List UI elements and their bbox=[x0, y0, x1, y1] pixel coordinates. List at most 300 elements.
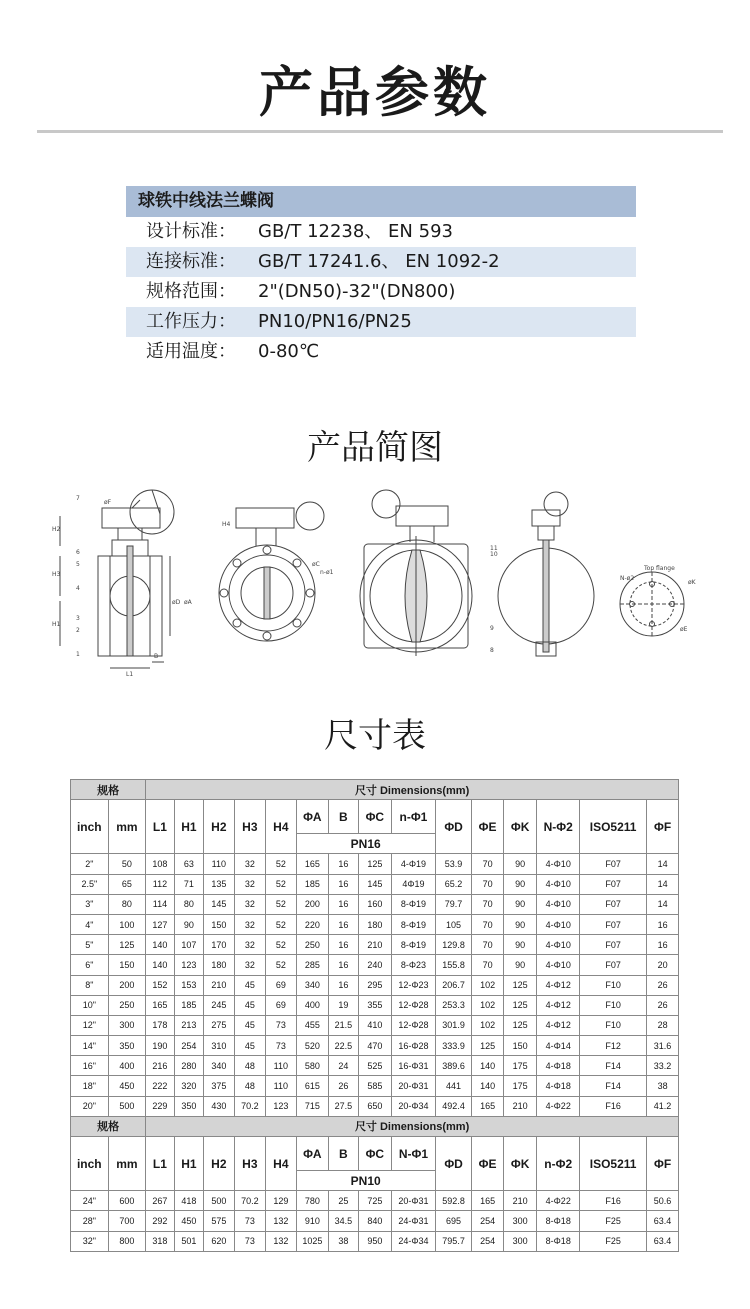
table-row bbox=[71, 935, 679, 955]
table-cell: 125 bbox=[108, 935, 146, 955]
side-section-drawing bbox=[60, 490, 174, 668]
table-cell: 229 bbox=[146, 1096, 174, 1116]
table-cell: 12-Φ28 bbox=[392, 995, 436, 1015]
table-cell: 108 bbox=[146, 854, 174, 874]
table-cell: 26 bbox=[647, 995, 679, 1015]
table-cell: 153 bbox=[174, 975, 203, 995]
table-cell: 45 bbox=[234, 1015, 266, 1035]
table-row bbox=[71, 1096, 679, 1116]
table-cell: 165 bbox=[472, 1191, 504, 1211]
table-cell: 400 bbox=[296, 995, 329, 1015]
table-cell: 4-Φ10 bbox=[537, 854, 580, 874]
table-cell: 63 bbox=[174, 854, 203, 874]
page-title: 产品参数 bbox=[259, 61, 491, 124]
spec-row bbox=[126, 307, 636, 337]
table-cell: 90 bbox=[503, 894, 537, 914]
table-cell: 102 bbox=[472, 995, 504, 1015]
table-cell: 254 bbox=[174, 1036, 203, 1056]
table-cell: 45 bbox=[234, 995, 266, 1015]
spec-group-header: 规格 bbox=[71, 780, 146, 800]
spec-key: 规格范围： bbox=[146, 281, 236, 302]
table-cell: 69 bbox=[266, 995, 296, 1015]
table-cell: 295 bbox=[358, 975, 392, 995]
column-header: inch bbox=[71, 1137, 109, 1191]
table-cell: 16 bbox=[647, 935, 679, 955]
table-cell: 18" bbox=[71, 1076, 109, 1096]
table-cell: 150 bbox=[503, 1036, 537, 1056]
spec-panel bbox=[126, 186, 636, 367]
table-cell: 52 bbox=[266, 955, 296, 975]
table-cell: F14 bbox=[580, 1076, 647, 1096]
table-row bbox=[71, 1015, 679, 1035]
table-cell: 70 bbox=[472, 854, 504, 874]
table-cell: 20-Φ34 bbox=[392, 1096, 436, 1116]
label-b: B bbox=[154, 653, 159, 660]
table-cell: F07 bbox=[580, 955, 647, 975]
label-phif: øF bbox=[104, 499, 112, 506]
column-header: H3 bbox=[234, 1137, 266, 1191]
table-cell: 16 bbox=[647, 914, 679, 934]
table-cell: 254 bbox=[472, 1211, 504, 1231]
table-cell: 6" bbox=[71, 955, 109, 975]
table-cell: 26 bbox=[329, 1076, 358, 1096]
column-header: H3 bbox=[234, 800, 266, 854]
table-cell: 206.7 bbox=[435, 975, 472, 995]
table-cell: F16 bbox=[580, 1191, 647, 1211]
table-cell: 25 bbox=[329, 1191, 358, 1211]
table-cell: 200 bbox=[296, 894, 329, 914]
spec-key: 设计标准： bbox=[146, 221, 236, 242]
table-cell: 180 bbox=[358, 914, 392, 934]
label-6: 6 bbox=[76, 549, 80, 556]
table-cell: 65 bbox=[108, 874, 146, 894]
table-row bbox=[71, 894, 679, 914]
label-h2: H2 bbox=[52, 526, 61, 533]
table-cell: 127 bbox=[146, 914, 174, 934]
table-cell: 70 bbox=[472, 955, 504, 975]
table-cell: 275 bbox=[204, 1015, 234, 1035]
table-cell: 520 bbox=[296, 1036, 329, 1056]
table-cell: 24-Φ34 bbox=[392, 1231, 436, 1251]
table-cell: 500 bbox=[108, 1096, 146, 1116]
table-cell: 48 bbox=[234, 1056, 266, 1076]
table-cell: 14 bbox=[647, 894, 679, 914]
table-cell: 140 bbox=[472, 1076, 504, 1096]
table-cell: 700 bbox=[108, 1211, 146, 1231]
table-cell: 8-Φ18 bbox=[537, 1211, 580, 1231]
table-cell: 110 bbox=[266, 1056, 296, 1076]
table-cell: 10" bbox=[71, 995, 109, 1015]
table-cell: 33.2 bbox=[647, 1056, 679, 1076]
table-cell: 73 bbox=[234, 1211, 266, 1231]
table-cell: 52 bbox=[266, 874, 296, 894]
table-cell: 24 bbox=[329, 1056, 358, 1076]
column-header: ΦA bbox=[296, 800, 329, 834]
table-cell: 4-Φ10 bbox=[537, 874, 580, 894]
table-cell: 492.4 bbox=[435, 1096, 472, 1116]
table-cell: 4-Φ22 bbox=[537, 1096, 580, 1116]
table-cell: 129.8 bbox=[435, 935, 472, 955]
table-cell: 300 bbox=[503, 1231, 537, 1251]
table-cell: 240 bbox=[358, 955, 392, 975]
table-cell: 950 bbox=[358, 1231, 392, 1251]
table-cell: 301.9 bbox=[435, 1015, 472, 1035]
label-11: 11 bbox=[490, 545, 498, 552]
table-cell: 16-Φ28 bbox=[392, 1036, 436, 1056]
table-cell: 145 bbox=[204, 894, 234, 914]
label-h3: H3 bbox=[52, 571, 61, 578]
table-cell: 280 bbox=[174, 1056, 203, 1076]
table-cell: F25 bbox=[580, 1211, 647, 1231]
table-cell: 4-Φ10 bbox=[537, 894, 580, 914]
table-cell: 292 bbox=[146, 1211, 174, 1231]
spec-key: 工作压力： bbox=[146, 311, 236, 332]
label-5: 5 bbox=[76, 561, 80, 568]
table-cell: 12" bbox=[71, 1015, 109, 1035]
table-cell: 222 bbox=[146, 1076, 174, 1096]
table-cell: 216 bbox=[146, 1056, 174, 1076]
table-cell: 389.6 bbox=[435, 1056, 472, 1076]
table-cell: 165 bbox=[296, 854, 329, 874]
table-cell: 4-Φ19 bbox=[392, 854, 436, 874]
table-cell: F25 bbox=[580, 1231, 647, 1251]
column-header: N-Φ1 bbox=[392, 1137, 436, 1171]
table-row bbox=[71, 1056, 679, 1076]
column-header: ΦD bbox=[435, 800, 472, 854]
table-cell: F14 bbox=[580, 1056, 647, 1076]
column-header: ΦF bbox=[647, 1137, 679, 1191]
table-cell: 150 bbox=[204, 914, 234, 934]
table-cell: 90 bbox=[503, 955, 537, 975]
label-2: 2 bbox=[76, 627, 80, 634]
column-header: n-Φ1 bbox=[392, 800, 436, 834]
table-cell: 300 bbox=[108, 1015, 146, 1035]
table-cell: 21.5 bbox=[329, 1015, 358, 1035]
table-cell: 31.6 bbox=[647, 1036, 679, 1056]
table-cell: 4-Φ22 bbox=[537, 1191, 580, 1211]
table-cell: 340 bbox=[296, 975, 329, 995]
table-cell: 210 bbox=[358, 935, 392, 955]
label-top-flange: Top flange bbox=[644, 565, 675, 572]
table-cell: 8-Φ18 bbox=[537, 1231, 580, 1251]
column-header: H4 bbox=[266, 1137, 296, 1191]
table-cell: 285 bbox=[296, 955, 329, 975]
table-header-row bbox=[71, 1137, 679, 1171]
table-cell: 16 bbox=[329, 935, 358, 955]
table-cell: 501 bbox=[174, 1231, 203, 1251]
table-cell: 70 bbox=[472, 914, 504, 934]
table-cell: 1025 bbox=[296, 1231, 329, 1251]
table-cell: 48 bbox=[234, 1076, 266, 1096]
label-phia: øA bbox=[184, 599, 192, 606]
table-cell: 125 bbox=[503, 995, 537, 1015]
large-front-drawing bbox=[360, 490, 472, 656]
table-cell: 80 bbox=[174, 894, 203, 914]
label-4: 4 bbox=[76, 585, 80, 592]
table-cell: 695 bbox=[435, 1211, 472, 1231]
front-flange-drawing bbox=[219, 502, 324, 641]
dimension-table bbox=[70, 779, 679, 1252]
column-header: H2 bbox=[204, 800, 234, 854]
table-cell: 107 bbox=[174, 935, 203, 955]
label-n-phi2: N-ø2 bbox=[620, 575, 635, 582]
table-cell: 38 bbox=[329, 1231, 358, 1251]
table-cell: F07 bbox=[580, 874, 647, 894]
column-header: B bbox=[329, 1137, 358, 1171]
table-cell: 150 bbox=[108, 955, 146, 975]
table-cell: 213 bbox=[174, 1015, 203, 1035]
spec-header: 球铁中线法兰蝶阀 bbox=[126, 186, 636, 217]
spec-row bbox=[126, 217, 636, 247]
table-cell: 8-Φ23 bbox=[392, 955, 436, 975]
table-cell: 250 bbox=[108, 995, 146, 1015]
table-cell: 210 bbox=[503, 1096, 537, 1116]
table-row bbox=[71, 1191, 679, 1211]
table-row bbox=[71, 1076, 679, 1096]
table-cell: 52 bbox=[266, 935, 296, 955]
spec-value: GB/T 12238、 EN 593 bbox=[258, 221, 453, 242]
table-cell: 41.2 bbox=[647, 1096, 679, 1116]
table-cell: 32 bbox=[234, 955, 266, 975]
table-row bbox=[71, 854, 679, 874]
table-cell: 580 bbox=[296, 1056, 329, 1076]
table-cell: 185 bbox=[296, 874, 329, 894]
column-header: ΦD bbox=[435, 1137, 472, 1191]
table-cell: 70 bbox=[472, 935, 504, 955]
table-cell: 100 bbox=[108, 914, 146, 934]
table-cell: 90 bbox=[503, 874, 537, 894]
table-cell: 185 bbox=[174, 995, 203, 1015]
table-cell: 16 bbox=[329, 955, 358, 975]
table-cell: 210 bbox=[204, 975, 234, 995]
table-cell: 16" bbox=[71, 1056, 109, 1076]
spec-value: 0-80℃ bbox=[258, 341, 320, 362]
table-cell: 52 bbox=[266, 894, 296, 914]
table-cell: 320 bbox=[174, 1076, 203, 1096]
label-3: 3 bbox=[76, 615, 80, 622]
column-header: ΦK bbox=[503, 800, 537, 854]
table-cell: 8-Φ19 bbox=[392, 894, 436, 914]
table-cell: 125 bbox=[472, 1036, 504, 1056]
table-cell: 50.6 bbox=[647, 1191, 679, 1211]
table-cell: 200 bbox=[108, 975, 146, 995]
table-cell: 63.4 bbox=[647, 1211, 679, 1231]
spec-group-header: 规格 bbox=[71, 1116, 146, 1136]
table-cell: 8" bbox=[71, 975, 109, 995]
column-header: H1 bbox=[174, 1137, 203, 1191]
table-cell: 110 bbox=[204, 854, 234, 874]
table-cell: 16-Φ31 bbox=[392, 1056, 436, 1076]
table-cell: 16 bbox=[329, 894, 358, 914]
column-header: H4 bbox=[266, 800, 296, 854]
table-cell: 16 bbox=[329, 914, 358, 934]
spec-key: 连接标准： bbox=[146, 251, 236, 272]
table-cell: 725 bbox=[358, 1191, 392, 1211]
column-header: mm bbox=[108, 800, 146, 854]
product-drawings bbox=[40, 486, 720, 676]
label-phic: øC bbox=[312, 561, 320, 568]
label-phik: øK bbox=[688, 579, 696, 586]
table-cell: 112 bbox=[146, 874, 174, 894]
table-cell: 840 bbox=[358, 1211, 392, 1231]
table-cell: 175 bbox=[503, 1056, 537, 1076]
column-header: ΦC bbox=[358, 1137, 392, 1171]
table-cell: 26 bbox=[647, 975, 679, 995]
table-cell: 70 bbox=[472, 874, 504, 894]
table-cell: 340 bbox=[204, 1056, 234, 1076]
column-header: ΦK bbox=[503, 1137, 537, 1191]
table-cell: 52 bbox=[266, 854, 296, 874]
table-cell: F07 bbox=[580, 914, 647, 934]
table-cell: 4-Φ14 bbox=[537, 1036, 580, 1056]
table-cell: 4-Φ10 bbox=[537, 935, 580, 955]
column-header: ΦC bbox=[358, 800, 392, 834]
table-cell: F07 bbox=[580, 894, 647, 914]
column-header: n-Φ2 bbox=[537, 1137, 580, 1191]
table-cell: 190 bbox=[146, 1036, 174, 1056]
table-cell: 4-Φ12 bbox=[537, 995, 580, 1015]
table-cell: 114 bbox=[146, 894, 174, 914]
table-cell: 4-Φ12 bbox=[537, 975, 580, 995]
table-cell: 80 bbox=[108, 894, 146, 914]
table-cell: 450 bbox=[174, 1211, 203, 1231]
table-cell: 16 bbox=[329, 874, 358, 894]
table-cell: 4-Φ10 bbox=[537, 914, 580, 934]
table-cell: 70 bbox=[472, 894, 504, 914]
table-cell: F12 bbox=[580, 1036, 647, 1056]
column-header: ISO5211 bbox=[580, 1137, 647, 1191]
table-cell: 71 bbox=[174, 874, 203, 894]
table-cell: 500 bbox=[204, 1191, 234, 1211]
table-cell: 178 bbox=[146, 1015, 174, 1035]
table-cell: 102 bbox=[472, 1015, 504, 1035]
table-cell: 333.9 bbox=[435, 1036, 472, 1056]
table-cell: 132 bbox=[266, 1231, 296, 1251]
table-cell: F07 bbox=[580, 935, 647, 955]
column-header: H1 bbox=[174, 800, 203, 854]
table-cell: 450 bbox=[108, 1076, 146, 1096]
table-cell: 123 bbox=[174, 955, 203, 975]
table-cell: 615 bbox=[296, 1076, 329, 1096]
table-cell: 24" bbox=[71, 1191, 109, 1211]
table-cell: 8-Φ19 bbox=[392, 914, 436, 934]
table-cell: 129 bbox=[266, 1191, 296, 1211]
table-cell: 73 bbox=[266, 1036, 296, 1056]
pressure-class-label: PN16 bbox=[296, 834, 435, 854]
table-cell: 73 bbox=[266, 1015, 296, 1035]
column-header: ΦA bbox=[296, 1137, 329, 1171]
label-7: 7 bbox=[76, 495, 80, 502]
title-divider bbox=[37, 130, 723, 133]
table-row bbox=[71, 975, 679, 995]
table-cell: 19 bbox=[329, 995, 358, 1015]
table-cell: 245 bbox=[204, 995, 234, 1015]
label-1: 1 bbox=[76, 651, 80, 658]
table-cell: 90 bbox=[503, 935, 537, 955]
table-row bbox=[71, 914, 679, 934]
table-cell: 2" bbox=[71, 854, 109, 874]
table-cell: 32 bbox=[234, 914, 266, 934]
table-cell: 12-Φ23 bbox=[392, 975, 436, 995]
table-cell: 50 bbox=[108, 854, 146, 874]
table-cell: 38 bbox=[647, 1076, 679, 1096]
table-cell: 32 bbox=[234, 854, 266, 874]
column-header: ISO5211 bbox=[580, 800, 647, 854]
table-cell: 152 bbox=[146, 975, 174, 995]
table-cell: 250 bbox=[296, 935, 329, 955]
table-cell: 90 bbox=[174, 914, 203, 934]
spec-value: PN10/PN16/PN25 bbox=[258, 311, 412, 332]
table-cell: 220 bbox=[296, 914, 329, 934]
dimensions-header: 尺寸 Dimensions(mm) bbox=[146, 780, 679, 800]
drawing-section-title: 产品简图 bbox=[307, 428, 443, 468]
table-cell: 2.5" bbox=[71, 874, 109, 894]
column-header: mm bbox=[108, 1137, 146, 1191]
table-cell: 90 bbox=[503, 854, 537, 874]
table-cell: 45 bbox=[234, 1036, 266, 1056]
table-cell: F07 bbox=[580, 854, 647, 874]
table-cell: 165 bbox=[472, 1096, 504, 1116]
side-round-drawing bbox=[498, 492, 594, 656]
table-cell: 145 bbox=[358, 874, 392, 894]
table-cell: 795.7 bbox=[435, 1231, 472, 1251]
table-cell: 210 bbox=[503, 1191, 537, 1211]
table-cell: 620 bbox=[204, 1231, 234, 1251]
label-h1: H1 bbox=[52, 621, 61, 628]
column-header: L1 bbox=[146, 1137, 174, 1191]
table-cell: 600 bbox=[108, 1191, 146, 1211]
table-cell: 140 bbox=[146, 955, 174, 975]
label-phie: øE bbox=[680, 626, 688, 633]
spec-row bbox=[126, 277, 636, 307]
table-cell: 253.3 bbox=[435, 995, 472, 1015]
column-header: inch bbox=[71, 800, 109, 854]
table-group-row bbox=[71, 1116, 679, 1136]
table-cell: 170 bbox=[204, 935, 234, 955]
table-cell: 69 bbox=[266, 975, 296, 995]
table-cell: 350 bbox=[174, 1096, 203, 1116]
label-9: 9 bbox=[490, 625, 494, 632]
table-cell: 20-Φ31 bbox=[392, 1191, 436, 1211]
table-cell: 125 bbox=[503, 1015, 537, 1035]
table-cell: F16 bbox=[580, 1096, 647, 1116]
table-cell: 32 bbox=[234, 894, 266, 914]
table-cell: 800 bbox=[108, 1231, 146, 1251]
table-cell: 123 bbox=[266, 1096, 296, 1116]
table-cell: 132 bbox=[266, 1211, 296, 1231]
table-cell: 65.2 bbox=[435, 874, 472, 894]
table-cell: 45 bbox=[234, 975, 266, 995]
table-cell: 585 bbox=[358, 1076, 392, 1096]
table-cell: 90 bbox=[503, 914, 537, 934]
table-cell: 135 bbox=[204, 874, 234, 894]
table-cell: 455 bbox=[296, 1015, 329, 1035]
table-cell: 8-Φ19 bbox=[392, 935, 436, 955]
table-cell: 32 bbox=[234, 874, 266, 894]
column-header: L1 bbox=[146, 800, 174, 854]
table-cell: 418 bbox=[174, 1191, 203, 1211]
table-cell: 102 bbox=[472, 975, 504, 995]
spec-row bbox=[126, 247, 636, 277]
label-phid: øD bbox=[172, 599, 181, 606]
size-table-title: 尺寸表 bbox=[324, 716, 426, 756]
table-cell: 4" bbox=[71, 914, 109, 934]
label-10: 10 bbox=[490, 551, 498, 558]
table-header-row bbox=[71, 800, 679, 834]
table-cell: 310 bbox=[204, 1036, 234, 1056]
table-row bbox=[71, 1231, 679, 1251]
column-header: N-Φ2 bbox=[537, 800, 580, 854]
